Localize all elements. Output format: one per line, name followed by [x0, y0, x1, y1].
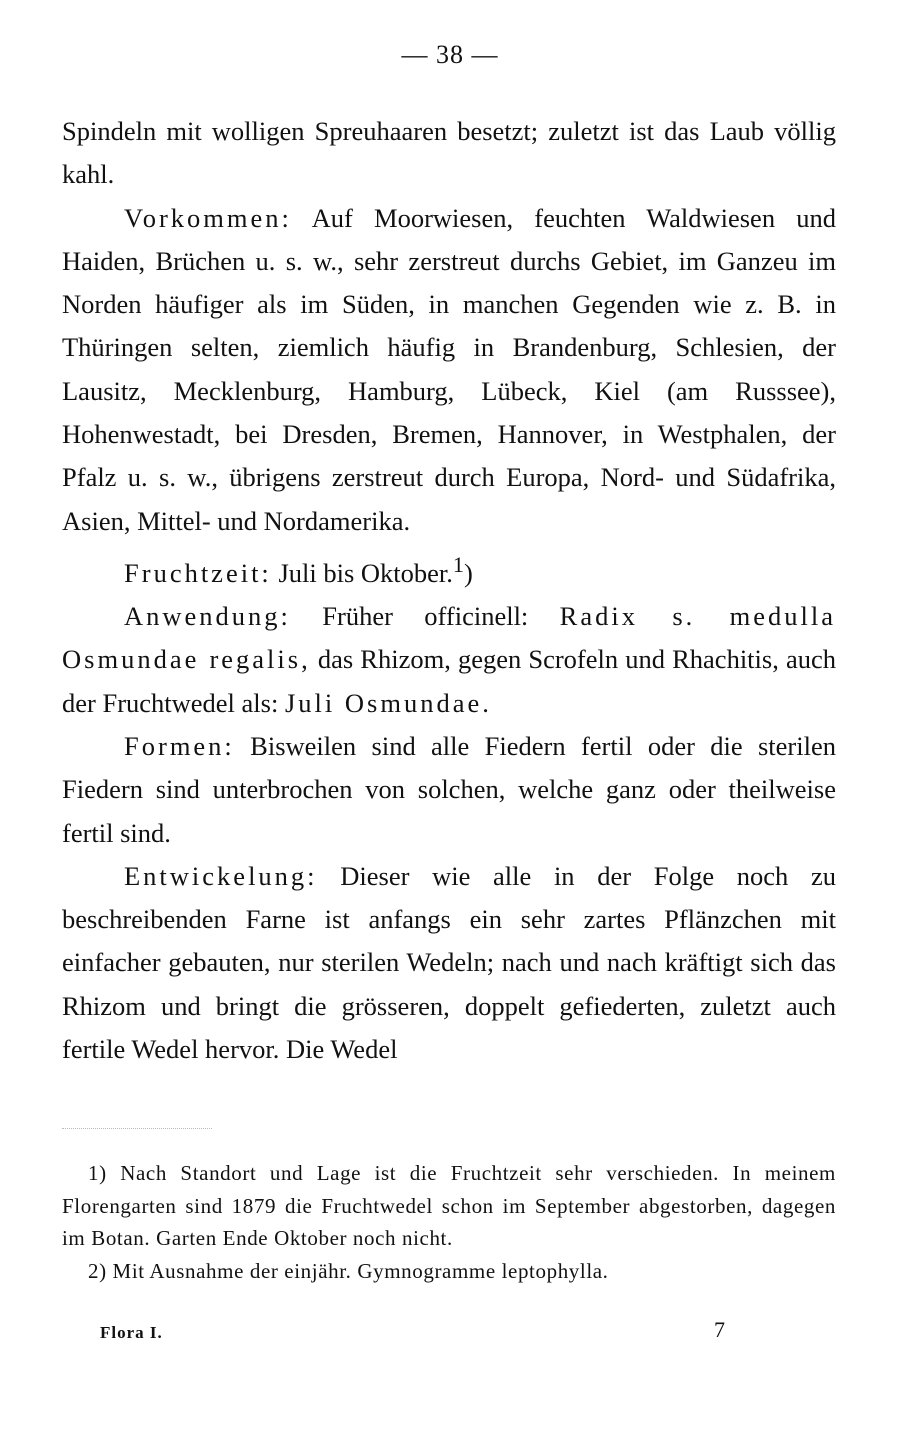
paragraph-vorkommen	[62, 197, 836, 543]
section-label: Anwendung:	[124, 601, 291, 632]
section-label: Entwickelung:	[124, 860, 318, 891]
paragraph-text: Auf Moorwiesen, feuchten Waldwiesen und Haiden, Brüchen u. s. w., sehr zerstreut durchs Gebiet, im Ganzeu im Norden häufiger als im Süden, in manchen Gegenden wie z. B. in Thüringen selten, ziemlich häufig in Brandenburg, Schlesien, der Lausitz, Mecklenburg, Hamburg, Lübeck, Kiel (am Russsee), Hohenwestadt, bei Dresden, Bremen, Hannover, in Westphalen, der Pfalz u. s. w., übrigens zerstreut durch Europa, Nord- und Südafrika, Asien, Mittel- und Nordamerika.	[62, 202, 836, 536]
paragraph-text: Dieser wie alle in der Folge noch zu beschreibenden Farne ist anfangs ein sehr zartes Pflänzchen mit einfacher gebauten, nur sterilen Wedeln; nach und nach kräftigt sich das Rhizom und bringt die grösseren, doppelt gefiederten, zuletzt auch fertile Wedel hervor. Die Wedel	[62, 860, 836, 1065]
footnote-marker: 1	[452, 551, 464, 577]
paragraph-text: Bisweilen sind alle Fiedern fertil oder die sterilen Fiedern sind unterbrochen von solchen, welche ganz oder theilweise fertil sind.	[62, 730, 836, 848]
main-text	[62, 110, 836, 1071]
footnote-marker-close: )	[463, 557, 473, 588]
sheet-number: 7	[714, 1317, 725, 1342]
section-label: Vorkommen:	[124, 202, 292, 233]
footnote-divider	[62, 1128, 212, 1129]
footnote-1: 1) Nach Standort und Lage ist die Fruchtzeit sehr verschieden. In meinem Florengarten sind 1879 die Fruchtwedel schon im September abgestorben, dagegen im Botan. Garten Ende Oktober noch nicht.	[62, 1161, 836, 1250]
emphasized-term: Juli Osmundae.	[284, 687, 492, 718]
paragraph-continuation: Spindeln mit wolligen Spreuhaaren besetzt; zuletzt ist das Laub völlig kahl.	[62, 116, 836, 190]
footnotes	[62, 1157, 836, 1287]
section-label: Formen:	[124, 730, 235, 761]
page-number: — 38 —	[401, 40, 499, 69]
paragraph-entwickelung	[62, 855, 836, 1071]
paragraph-anwendung	[62, 595, 836, 725]
paragraph-text: Früher officinell:	[290, 601, 560, 632]
paragraph-fruchtzeit	[62, 543, 836, 595]
footnote-2: 2) Mit Ausnahme der einjähr. Gymnogramme leptophylla.	[88, 1258, 609, 1283]
emphasized-term: Radix s. medulla Osmundae regalis,	[62, 601, 836, 675]
paragraph-text: das Rhizom, gegen Scrofeln und Rhachitis, auch der Fruchtwedel als:	[62, 644, 836, 718]
paragraph-text: Juli bis Oktober.	[271, 557, 453, 588]
section-label: Fruchtzeit:	[124, 557, 272, 588]
printer-signature: Flora I.	[100, 1323, 163, 1342]
paragraph-formen	[62, 725, 836, 855]
